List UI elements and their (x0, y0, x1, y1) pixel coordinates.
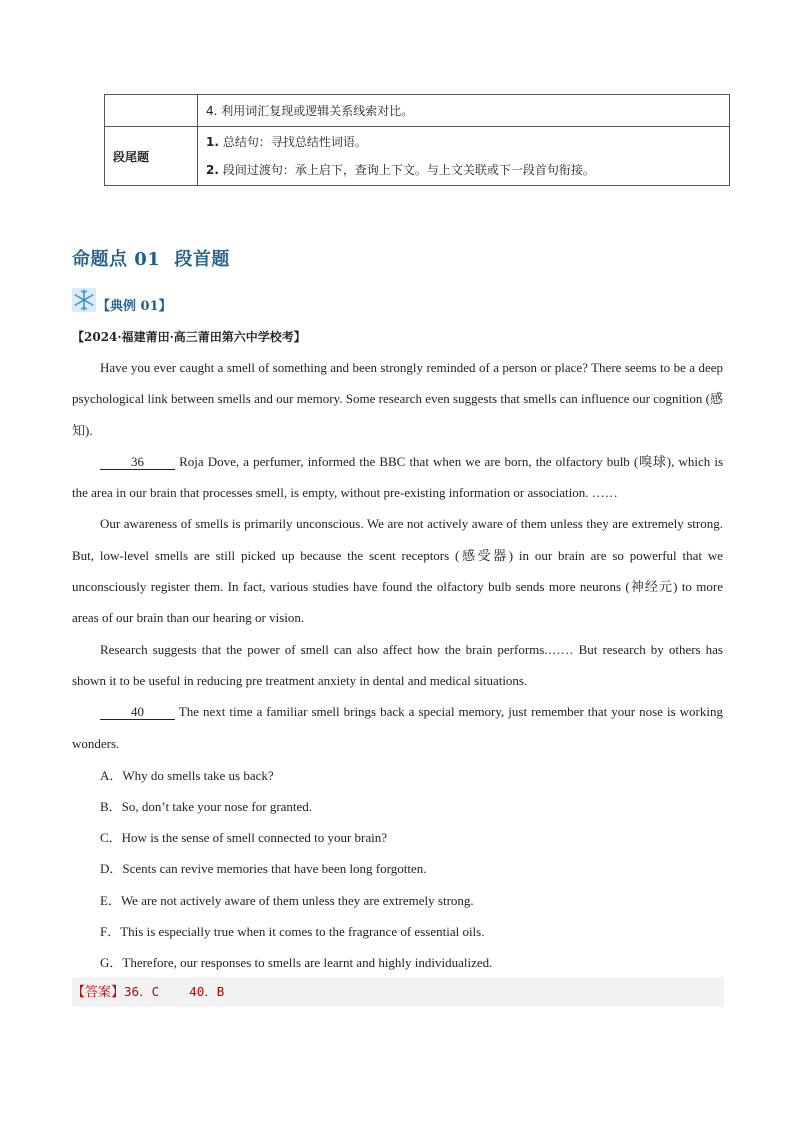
answer-box (72, 977, 724, 1007)
option-f: F．This is especially true when it comes to the fragrance of essential oils. (100, 924, 485, 939)
passage-paragraph: Our awareness of smells is primarily unconscious. We are not actively aware of them unless they are extremely strong. But, low-level smells are still picked up because the scent receptors (感受器) in our brain are so powerful that we unconsciously register them. In fact, various studies have found the olfactory bulb sends more neurons (神经元) to more areas of our brain than our hearing or vision. (72, 516, 723, 626)
table-cell-category: 段尾题 (105, 127, 198, 186)
table-row (105, 95, 730, 127)
passage-paragraph: Have you ever caught a smell of something and been strongly reminded of a person or place? There seems to be a deep psychological link between smells and our memory. Some research even suggests that smells can influence our cognition (感知). (72, 360, 723, 438)
answer-blank: 40 (100, 705, 175, 720)
option-g: G．Therefore, our responses to smells are learnt and highly individualized. (100, 955, 493, 970)
option-e: E．We are not actively aware of them unless they are extremely strong. (100, 893, 474, 908)
answer-label: 【答案】 (72, 985, 125, 1000)
table-cell-content (198, 127, 730, 186)
section-heading: 命题点 01 段首题 (72, 249, 230, 270)
question-source: 【2024·福建莆田·高三莆田第六中学校考】 (72, 330, 306, 344)
passage-paragraph: Research suggests that the power of smell can also affect how the brain performs.…… But research by others has shown it to be useful in reducing pre treatment anxiety in dental and medical situations. (72, 641, 723, 688)
option-a: A．Why do smells take us back? (100, 768, 274, 783)
list-item: 2. 段间过渡句：承上启下，查询上下文。与上文关联或下一段首句衔接。 (206, 163, 595, 177)
option-b: B．So, don’t take your nose for granted. (100, 799, 313, 814)
example-tag: 【典例 01】 (97, 299, 172, 314)
passage-paragraph: 36 Roja Dove, a perfumer, informed the BBC that when we are born, the olfactory bulb (嗅球), which is the area in our brain that processes smell, is empty, without pre-existing information or association. …… (72, 453, 723, 501)
passage (72, 352, 723, 759)
passage-paragraph: 40 The next time a familiar smell brings back a special memory, just remember that your nose is working wonders. (72, 704, 723, 751)
table-cell-content: 4. 利用词汇复现或逻辑关系线索对比。 (198, 95, 730, 127)
answer-blank: 36 (100, 455, 175, 470)
option-d: D．Scents can revive memories that have been long forgotten. (100, 861, 427, 876)
list-item: 1. 总结句：寻找总结性词语。 (206, 135, 367, 149)
table-cell-category (105, 95, 198, 127)
strategy-table (104, 94, 730, 186)
snowflake-icon (72, 288, 96, 312)
option-c: C．How is the sense of smell connected to your brain? (100, 830, 388, 845)
answer-value: 36．C 40．B (124, 984, 225, 999)
table-row (105, 127, 730, 186)
